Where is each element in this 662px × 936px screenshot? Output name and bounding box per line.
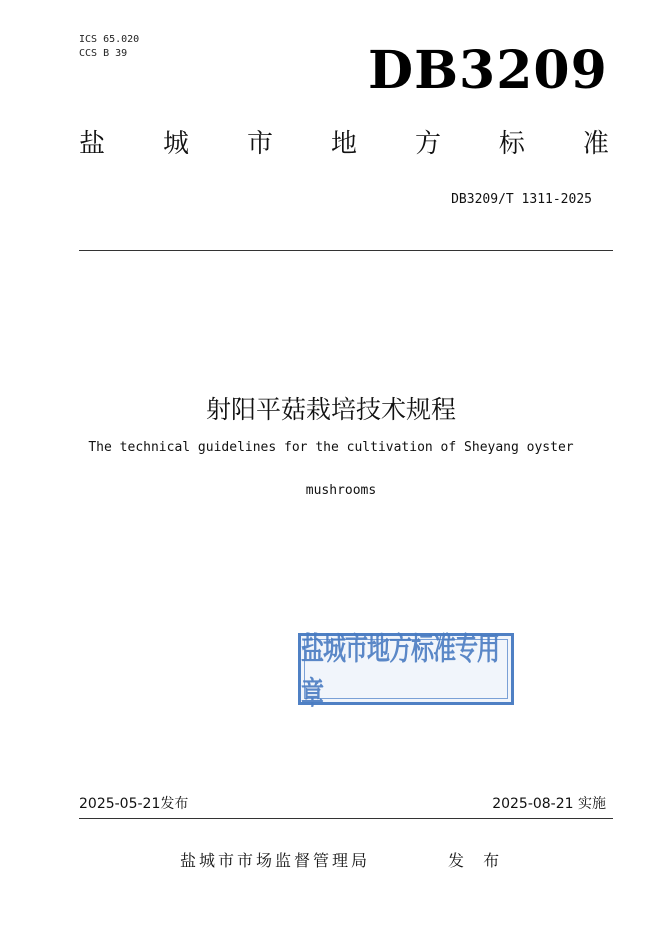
local-standard-char: 城	[162, 129, 189, 159]
local-standard-char: 方	[414, 129, 441, 159]
local-standard-char: 盐	[79, 129, 106, 159]
stamp-text: 盐城市地方标准专用章	[301, 632, 499, 713]
local-standard-heading	[79, 124, 609, 164]
chinese-title: 射阳平菇栽培技术规程	[205, 395, 456, 424]
db-code: DB3209	[368, 40, 608, 101]
local-standard-char: 市	[246, 129, 273, 159]
local-standard-char: 标	[498, 129, 525, 159]
english-title-line1: The technical guidelines for the cultivation of Sheyang oyster	[88, 440, 574, 455]
local-standard-char: 准	[582, 129, 609, 159]
issue-label: 发 布	[448, 851, 507, 870]
issuing-authority: 盐城市市场监督管理局	[180, 851, 371, 870]
issue-date: 2025-05-21发布	[79, 796, 189, 812]
standard-number: DB3209/T 1311-2025	[451, 192, 592, 207]
ics-code: ICS 65.020	[79, 34, 140, 45]
implementation-date: 2025-08-21 实施	[492, 796, 606, 812]
ccs-code: CCS B 39	[79, 48, 128, 59]
top-divider	[79, 250, 613, 251]
local-standard-char: 地	[330, 129, 357, 159]
english-title-line2: mushrooms	[305, 483, 377, 498]
classification-codes	[79, 33, 139, 61]
official-stamp	[298, 632, 514, 713]
bottom-divider	[79, 818, 613, 819]
